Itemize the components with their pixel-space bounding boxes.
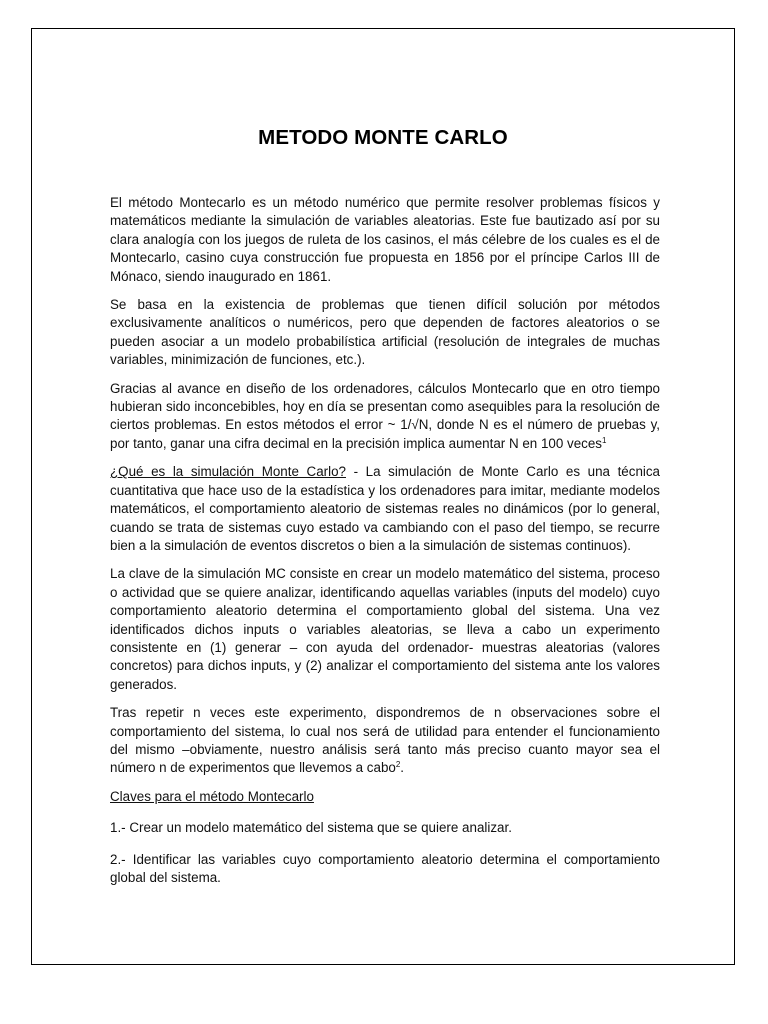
paragraph-repetition-end: . [400,760,405,776]
keys-heading: Claves para el método Montecarlo [110,788,314,804]
key-item-2: 2.- Identificar las variables cuyo comportamiento aleatorio determina el comportamiento global del sistema. [110,851,660,885]
document-title: METODO MONTE CARLO [258,126,508,149]
paragraph-key-idea: La clave de la simulación MC consiste en crear un modelo matemático del sistema, proceso o actividad que se quiere analizar, identificando aquellas variables (inputs del modelo) cuyo comportamiento aleatorio determina el comportamiento global del sistema. Una vez identificados dichos inputs o variables aleatorias, se lleva a cabo un experimento consistente en (1) generar – con ayuda del ordenador- muestras aleatorias (valores concretos) para dichos inputs, y (2) analizar el comportamiento del sistema ante los valores generados. [110,566,660,692]
key-item-1: 1.- Crear un modelo matemático del sistema que se quiere analizar. [110,820,512,836]
paragraph-computers-text: Gracias al avance en diseño de los ordenadores, cálculos Montecarlo que en otro tiempo hubieran sido inconcebibles, hoy en día se presentan como asequibles para la resolución de ciertos problemas. En estos métodos el error ~ 1/√N, donde N es el número de pruebas y, por tanto, ganar una cifra decimal en la precisión implica aumentar N en 100 veces [110,380,660,451]
document-body [110,194,660,897]
keys-heading-row [110,788,660,806]
paragraph-what-is-text: - La simulación de Monte Carlo es una técnica cuantitativa que hace uso de la estadística y los ordenadores para imitar, mediante modelos matemáticos, el comportamiento aleatorio de sistemas reales no dinámicos (por lo general, cuando se trata de sistemas cuyo estado va cambiando con el paso del tiempo, se recurre bien a la simulación de eventos discretos o bien a la simulación de sistemas continuos). [110,464,661,553]
paragraph-repetition [110,704,660,778]
paragraph-basis: Se basa en la existencia de problemas que tienen difícil solución por métodos exclusivamente analíticos o numéricos, pero que dependen de factores aleatorios o se pueden asociar a un modelo probabilística artificial (resolución de integrales de muchas variables, minimización de funciones, etc.). [110,297,660,368]
document-page [31,28,735,965]
paragraph-intro: El método Montecarlo es un método numérico que permite resolver problemas físicos y matemáticos mediante la simulación de variables aleatorias. Este fue bautizado así por su clara analogía con los juegos de ruleta de los casinos, el más célebre de los cuales es el de Montecarlo, casino cuya construcción fue propuesta en 1856 por el príncipe Carlos III de Mónaco, siendo inaugurado en 1861. [110,195,660,284]
what-is-heading-link[interactable]: ¿Qué es la simulación Monte Carlo? [110,464,346,480]
paragraph-computers [110,380,660,454]
paragraph-repetition-text: Tras repetir n veces este experimento, dispondremos de n observaciones sobre el comportamiento del sistema, lo cual nos será de utilidad para entender el funcionamiento del mismo –obviamente, nuestro análisis será tanto más preciso cuanto mayor sea el número n de experimentos que llevemos a cabo [110,705,660,776]
footnote-ref-2[interactable]: 2 [395,760,401,770]
footnote-ref-1[interactable]: 1 [602,435,607,445]
paragraph-what-is [110,463,660,555]
